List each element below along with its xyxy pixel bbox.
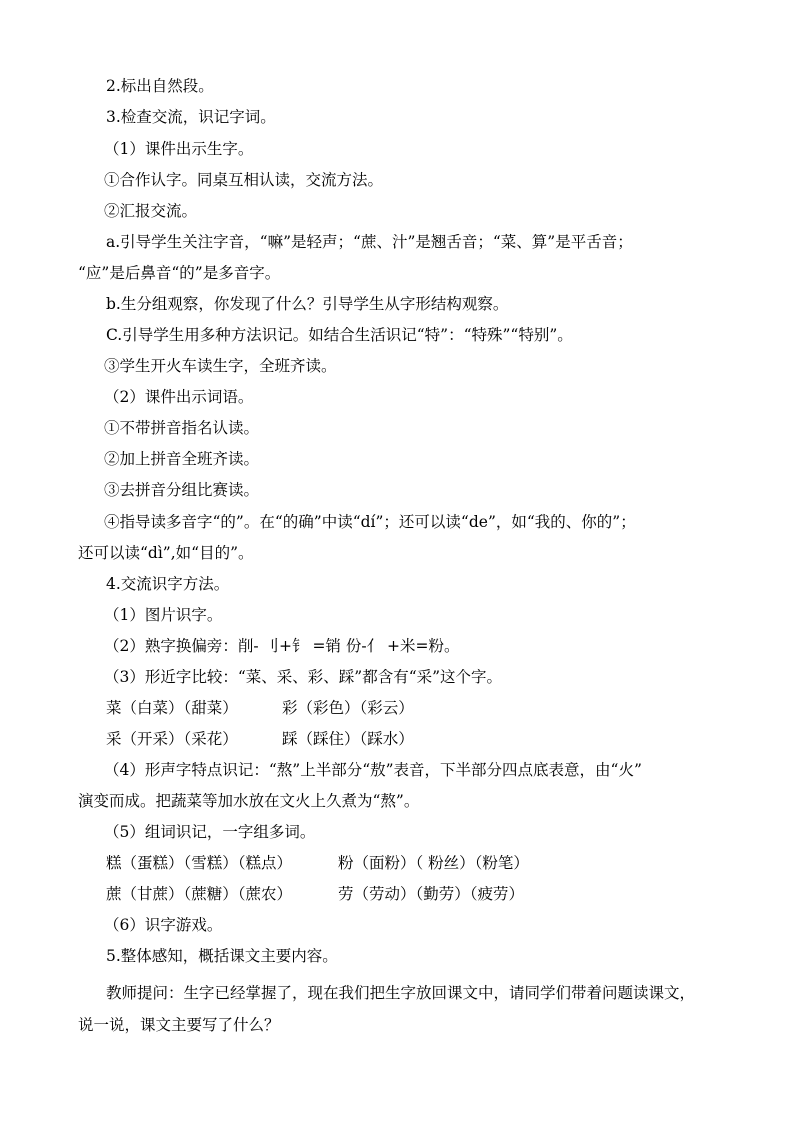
- text-line: 还可以读“dì”,如“目的”。: [78, 544, 254, 562]
- text-line: a.引导学生关注字音，“嘛”是轻声；“蔗、汁”是翘舌音；“菜、算”是平舌音；: [106, 233, 633, 251]
- text-line: ③去拼音分组比赛读。: [104, 481, 260, 499]
- word-row-right: 踩（踩住）（踩水）: [282, 730, 414, 748]
- text-line: （6）识字游戏。: [104, 916, 223, 934]
- text-line: ①合作认字。同桌互相认读，交流方法。: [104, 171, 384, 189]
- text-line: ④指导读多音字“的”。在“的确”中读“dí”；还可以读“de”，如“我的、你的”；: [104, 513, 636, 531]
- word-row-left: 采（开采）（采花）: [106, 730, 238, 748]
- word-row-left: 糕（蛋糕）（雪糕）（糕点）: [106, 854, 293, 872]
- word-row-left: 菜（白菜）（甜菜）: [106, 699, 238, 717]
- text-line: 4.交流识字方法。: [106, 575, 230, 593]
- text-line: （1）图片识字。: [104, 606, 223, 624]
- text-line: ②汇报交流。: [104, 202, 198, 220]
- word-row-right: 劳（劳动）（勤劳）（疲劳）: [338, 885, 525, 903]
- text-line: 2.标出自然段。: [106, 77, 214, 95]
- text-line: “应”是后鼻音“的”是多音字。: [78, 264, 281, 282]
- text-line: 5.整体感知，概括课文主要内容。: [106, 947, 338, 965]
- text-line: （5）组词识记，一字组多词。: [104, 823, 316, 841]
- text-line: （1）课件出示生字。: [104, 140, 254, 158]
- text-line: ③学生开火车读生字，全班齐读。: [104, 357, 337, 375]
- word-row-left: 蔗（甘蔗）（蔗糖）（蔗农）: [106, 885, 293, 903]
- text-line: （2）熟字换偏旁：削- 刂+钅 =销 份-亻 +米=粉。: [104, 637, 460, 655]
- word-row-right: 彩（彩色）（彩云）: [282, 699, 414, 717]
- text-line: （2）课件出示词语。: [104, 388, 254, 406]
- text-line: 教师提问：生字已经掌握了，现在我们把生字放回课文中，请同学们带着问题读课文，: [106, 984, 696, 1002]
- text-line: ②加上拼音全班齐读。: [104, 450, 260, 468]
- text-line: （4）形声字特点识记：“熬”上半部分“敖”表音，下半部分四点底表意，由“火”: [104, 761, 642, 779]
- text-line: 说一说，课文主要写了什么？: [78, 1016, 280, 1034]
- text-line: C.引导学生用多种方法识记。如结合生活识记“特”：“特殊”“特别”。: [106, 326, 573, 344]
- word-row-right: 粉（面粉）（ 粉丝）（粉笔）: [338, 854, 529, 872]
- text-line: 演变而成。把蔬菜等加水放在文火上久煮为“熬”。: [78, 792, 420, 810]
- text-line: b.生分组观察，你发现了什么？引导学生从字形结构观察。: [106, 295, 509, 313]
- text-line: 3.检查交流，识记字词。: [106, 108, 276, 126]
- text-line: （3）形近字比较：“菜、采、彩、踩”都含有“采”这个字。: [104, 668, 503, 686]
- text-line: ①不带拼音指名认读。: [104, 419, 260, 437]
